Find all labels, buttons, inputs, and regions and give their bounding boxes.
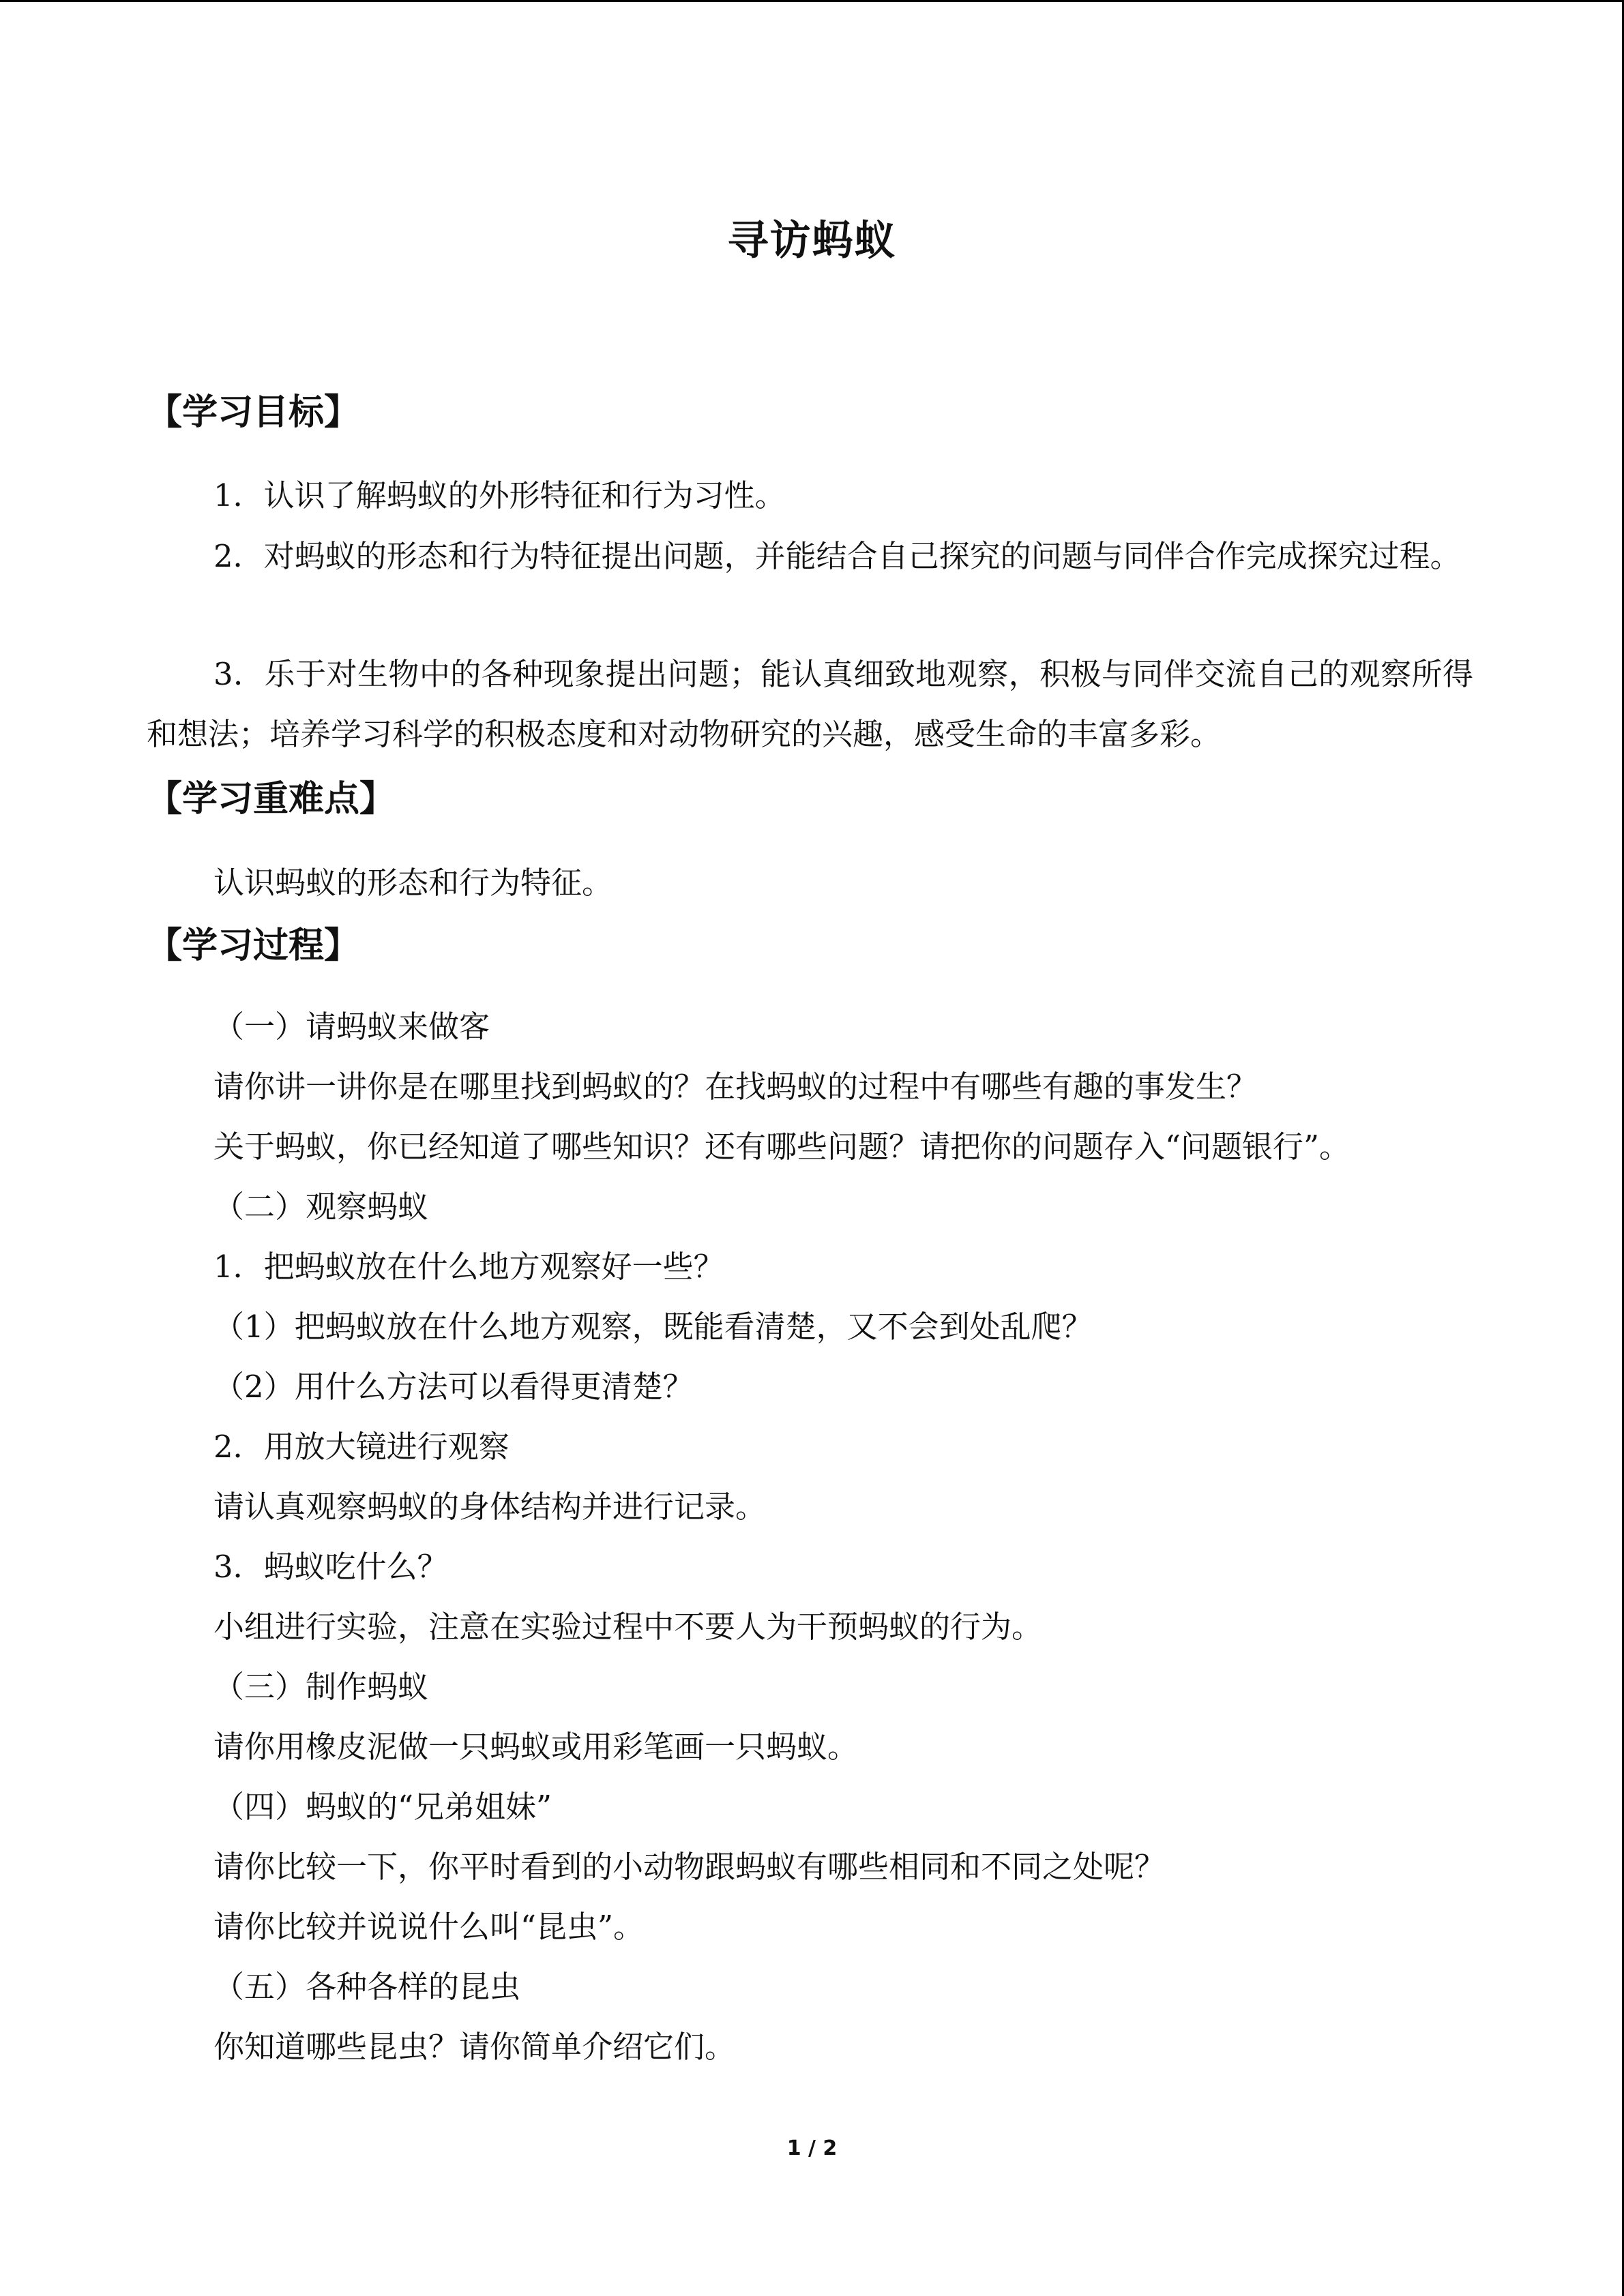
process-line: 1．把蚂蚁放在什么地方观察好一些？ [213, 1249, 724, 1285]
process-line: 请认真观察蚂蚁的身体结构并进行记录。 [213, 1489, 767, 1525]
process-line: （一）请蚂蚁来做客 [213, 1009, 490, 1045]
process-line: （1）把蚂蚁放在什么地方观察，既能看清楚，又不会到处乱爬？ [213, 1309, 1093, 1345]
goal-item-3: 3．乐于对生物中的各种现象提出问题；能认真细致地观察，积极与同伴交流自己的观察所得和想法；培养学习科学的积极态度和对动物研究的兴趣，感受生命的丰富多彩。 [147, 656, 1473, 752]
heading-learning-goals: 【学习目标】 [147, 392, 360, 433]
process-line: （三）制作蚂蚁 [213, 1669, 429, 1705]
process-line: 请你讲一讲你是在哪里找到蚂蚁的？在找蚂蚁的过程中有哪些有趣的事发生？ [213, 1069, 1258, 1105]
goal-item-2: 2．对蚂蚁的形态和行为特征提出问题，并能结合自己探究的问题与同伴合作完成探究过程。 [213, 538, 1461, 574]
page-number: 1 / 2 [786, 2136, 838, 2160]
process-line: （五）各种各样的昆虫 [213, 1969, 521, 2005]
process-line: 请你用橡皮泥做一只蚂蚁或用彩笔画一只蚂蚁。 [213, 1729, 859, 1765]
process-line: 你知道哪些昆虫？请你简单介绍它们。 [213, 2029, 736, 2065]
process-line: 小组进行实验，注意在实验过程中不要人为干预蚂蚁的行为。 [213, 1609, 1043, 1645]
heading-key-points: 【学习重难点】 [147, 779, 396, 820]
heading-learning-process: 【学习过程】 [147, 925, 360, 966]
process-line: 3．蚂蚁吃什么？ [213, 1549, 448, 1585]
process-line: （2）用什么方法可以看得更清楚？ [213, 1369, 694, 1405]
process-line: 请你比较并说说什么叫“昆虫”。 [213, 1909, 645, 1945]
document-title: 寻访蚂蚁 [727, 217, 897, 265]
process-line: （四）蚂蚁的“兄弟姐妹” [213, 1789, 552, 1825]
page-border-top [0, 0, 1624, 2]
goal-item-1: 1．认识了解蚂蚁的外形特征和行为习性。 [213, 477, 786, 513]
process-line: 2．用放大镜进行观察 [213, 1429, 510, 1465]
process-line: 请你比较一下，你平时看到的小动物跟蚂蚁有哪些相同和不同之处呢？ [213, 1849, 1166, 1885]
key-points-text: 认识蚂蚁的形态和行为特征。 [213, 865, 613, 901]
process-line: 关于蚂蚁，你已经知道了哪些知识？还有哪些问题？请把你的问题存入“问题银行”。 [213, 1129, 1350, 1165]
process-line: （二）观察蚂蚁 [213, 1189, 429, 1225]
